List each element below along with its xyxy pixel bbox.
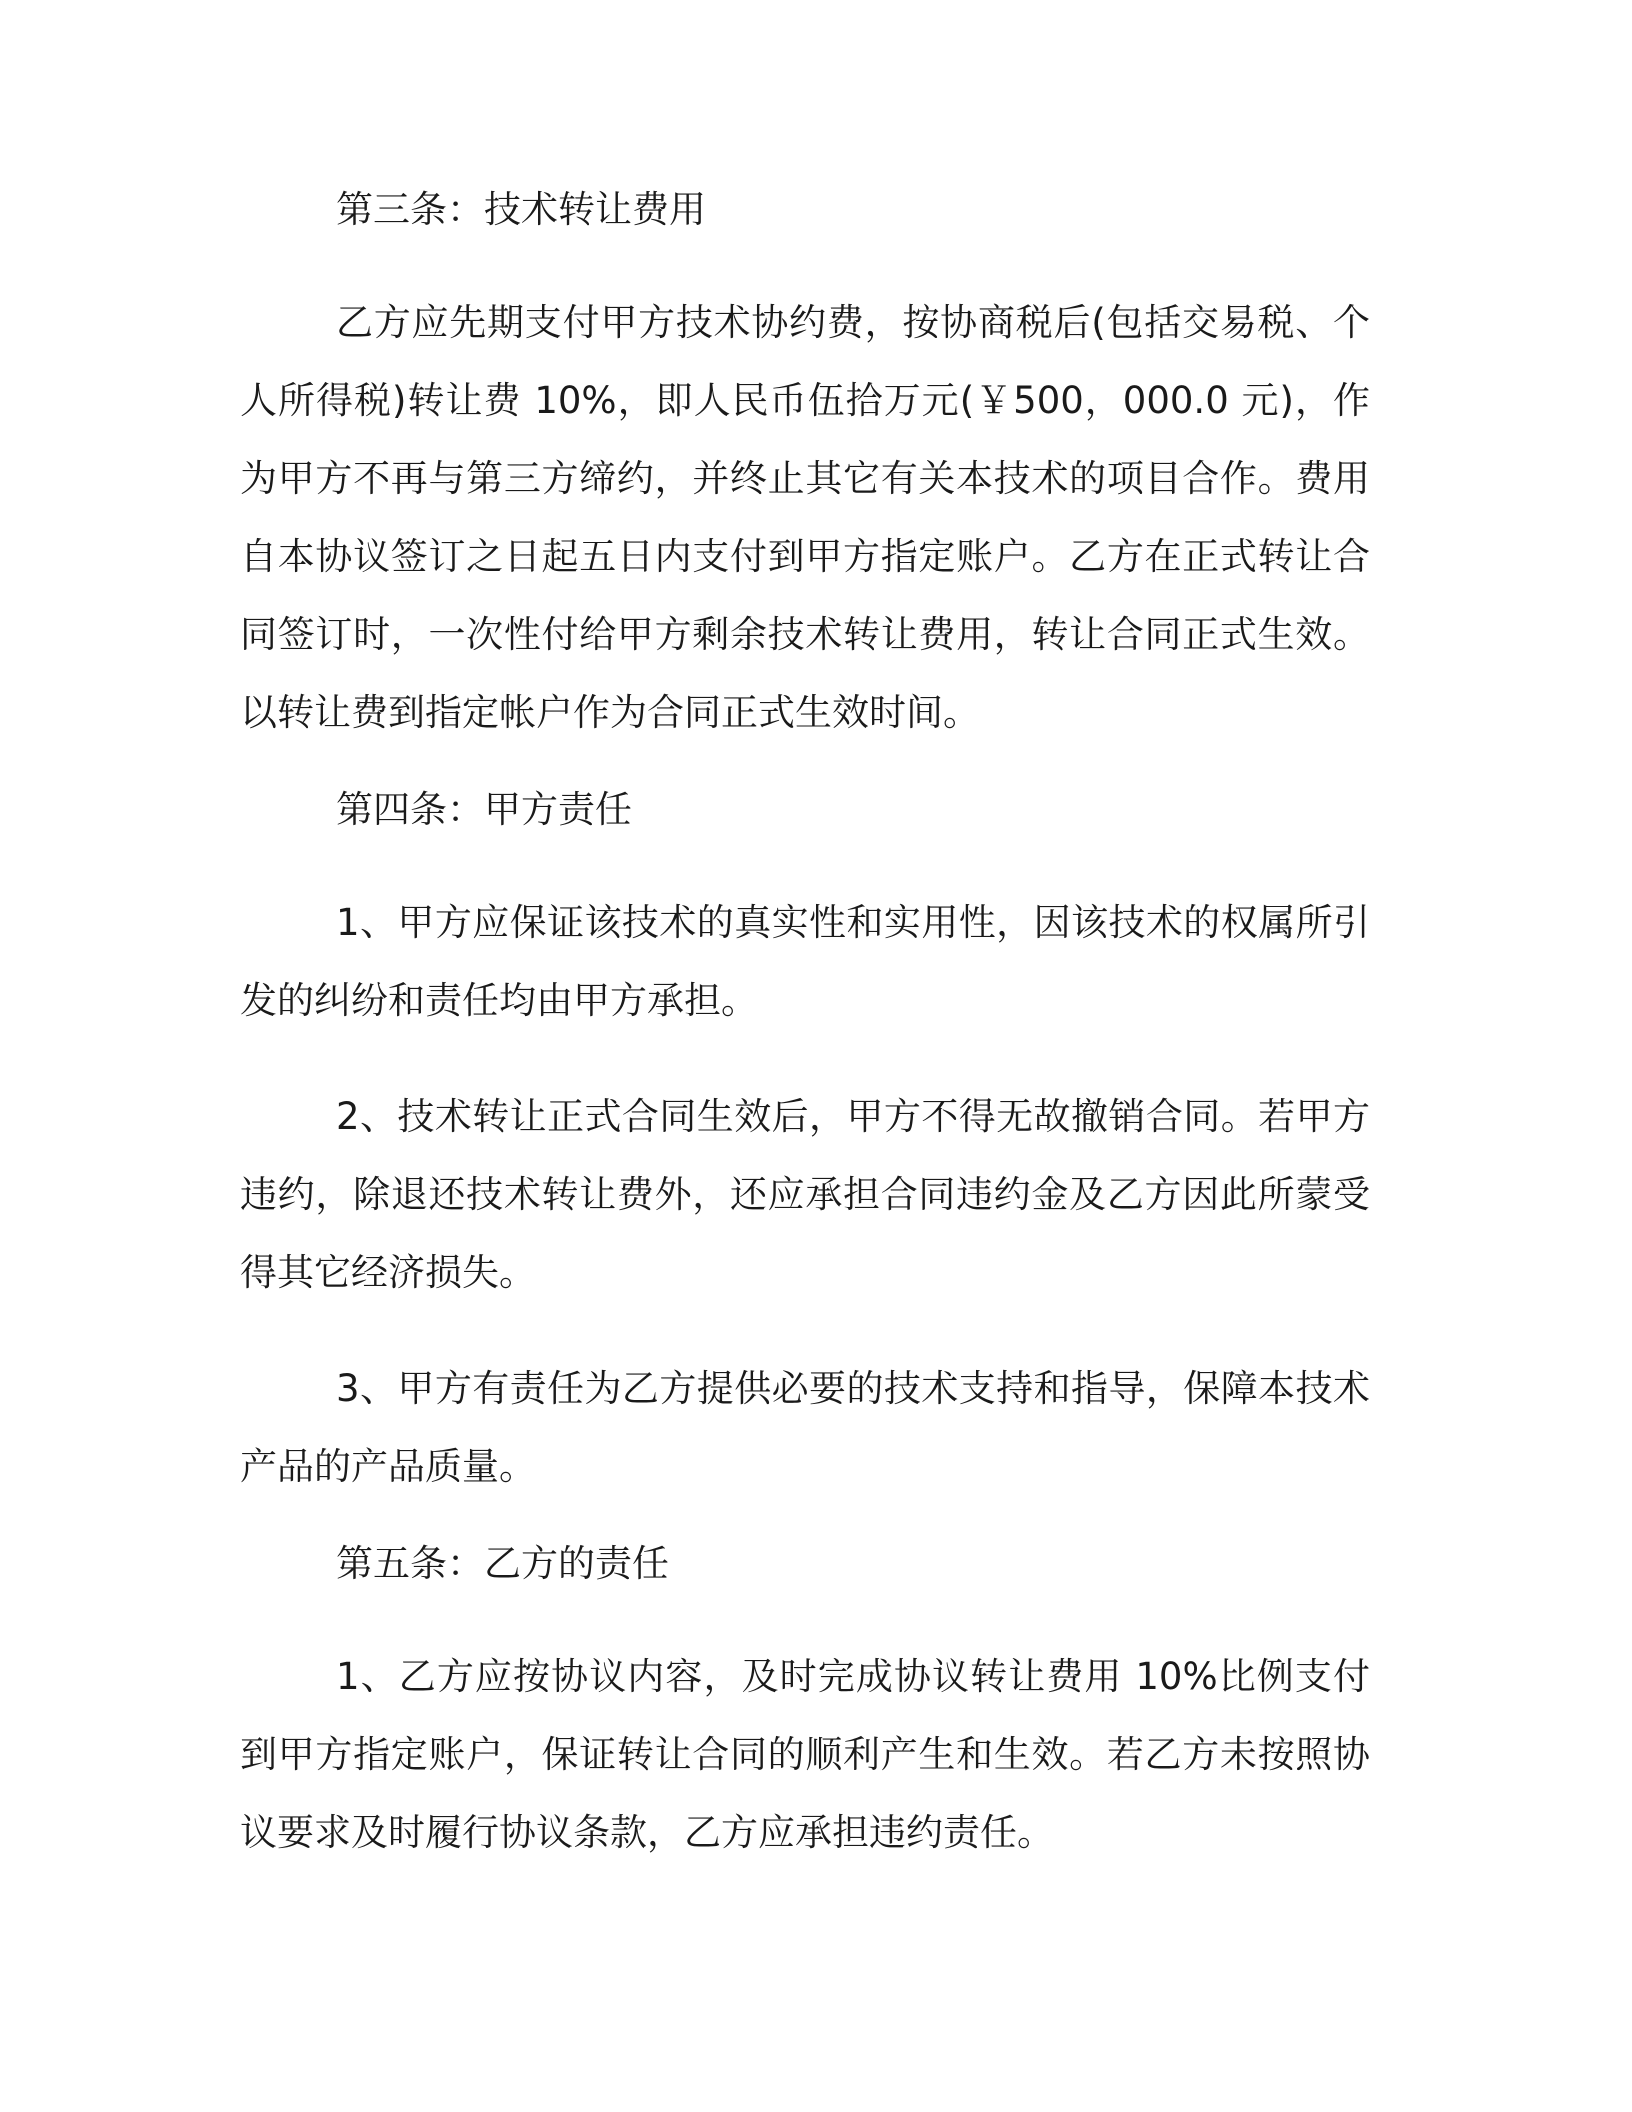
section-5-paragraph-1: 1、乙方应按协议内容，及时完成协议转让费用 10%比例支付到甲方指定账户，保证转让合同的顺利产生和生效。若乙方未按照协议要求及时履行协议条款，乙方应承担违约责任。 (240, 1655, 1370, 1854)
section-4-paragraph-3: 3、甲方有责任为乙方提供必要的技术支持和指导，保障本技术产品的产品质量。 (240, 1367, 1370, 1488)
section-4-paragraph-2: 2、技术转让正式合同生效后，甲方不得无故撤销合同。若甲方违约，除退还技术转让费外，还应承担合同违约金及乙方因此所蒙受得其它经济损失。 (240, 1095, 1370, 1294)
section-3-heading: 第三条：技术转让费用 (336, 188, 706, 231)
section-5-heading: 第五条：乙方的责任 (336, 1542, 669, 1585)
document-page (240, 190, 1370, 1872)
section-4-paragraph-1: 1、甲方应保证该技术的真实性和实用性，因该技术的权属所引发的纠纷和责任均由甲方承担。 (240, 901, 1370, 1022)
section-3-paragraph-1: 乙方应先期支付甲方技术协约费，按协商税后(包括交易税、个人所得税)转让费 10%，即人民币伍拾万元(￥500，000.0 元)，作为甲方不再与第三方缔约，并终止其它有关本技术的项目合作。费用自本协议签订之日起五日内支付到甲方指定账户。乙方在正式转让合同签订时，一次性付给甲方剩余技术转让费用，转让合同正式生效。以转让费到指定帐户作为合同正式生效时间。 (240, 301, 1370, 734)
section-4-heading: 第四条：甲方责任 (336, 788, 632, 831)
